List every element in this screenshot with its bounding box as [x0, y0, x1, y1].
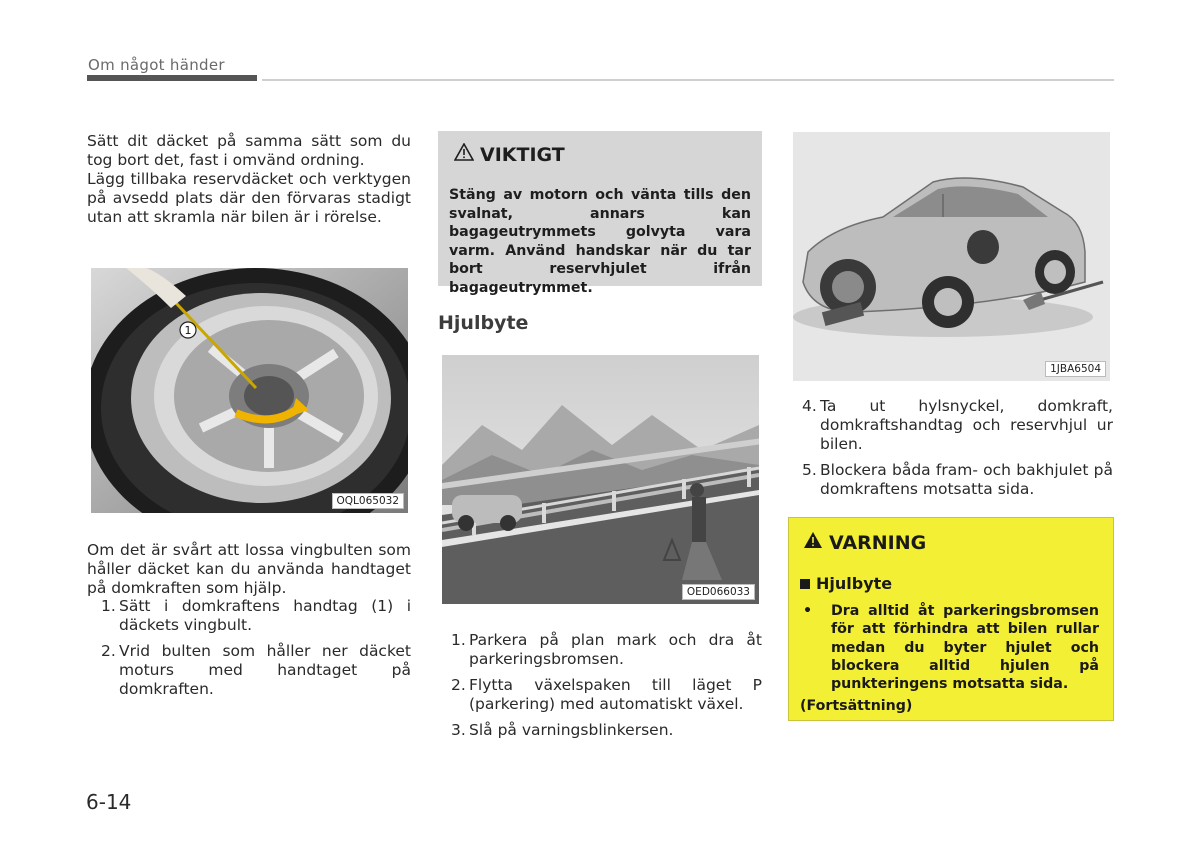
list-item	[451, 631, 762, 669]
middle-step-list	[451, 631, 762, 747]
step-text: Vrid bulten som håller ner däcket moturs med handtaget på domkraften.	[119, 642, 411, 698]
step-number: 5.	[802, 461, 817, 479]
spare-tire-figure	[91, 268, 408, 513]
intro-line-2: Lägg tillbaka reservdäcket och verktygen på avsedd plats där den förvaras stadigt utan att skramla när bilen är i rörelse.	[87, 170, 411, 226]
step-text: Flytta växelspaken till läget P (parkering) med automatiskt växel.	[469, 676, 762, 713]
step-text: Slå på varningsblinkersen.	[469, 721, 674, 739]
warning-box	[788, 517, 1114, 721]
right-step-list	[802, 397, 1113, 506]
header-rule	[262, 79, 1114, 81]
list-item	[802, 397, 1113, 454]
list-item	[101, 642, 411, 699]
list-item	[101, 597, 411, 635]
step-number: 2.	[101, 642, 116, 660]
warning-triangle-icon	[454, 143, 474, 166]
roadside-figure	[442, 355, 759, 604]
notice-title-text: VIKTIGT	[480, 143, 565, 166]
section-header: Om något händer	[88, 56, 225, 74]
warning-subheading	[800, 574, 892, 593]
car-figure	[793, 132, 1110, 381]
notice-body: Stäng av motorn och vänta tills den svalnat, annars kan bagageutrymmets golvyta vara varm. Använd handskar när du tar bort reservhjulet ifrån bagageutrymmet.	[449, 187, 751, 296]
step-text: Sätt i domkraftens handtag (1) i däckets vingbult.	[119, 597, 411, 634]
notice-title	[454, 143, 565, 166]
figure-code: OED066033	[682, 584, 755, 600]
step-number: 1.	[451, 631, 466, 649]
figure-callout-1: 1	[184, 324, 192, 337]
notice-box-important	[438, 131, 762, 296]
step-number: 2.	[451, 676, 466, 694]
bullet-dot-icon: •	[803, 603, 813, 619]
intro-line-1: Sätt dit däcket på samma sätt som du tog bort det, fast i omvänd ordning.	[87, 132, 411, 169]
page-number: 6-14	[86, 790, 132, 814]
loosen-bolt-paragraph: Om det är svårt att lossa vingbulten som håller däcket kan du använda handtaget på domkraften som hjälp.	[87, 541, 411, 597]
spare-tire-illustration	[91, 268, 408, 513]
square-bullet-icon	[800, 579, 810, 589]
warning-bullet-text: Dra alltid åt parkeringsbromsen för att förhindra att bilen rullar medan du byter hjulet och blockera alltid hjulen på punkteringens motsatta sida.	[831, 603, 1099, 693]
step-text: Ta ut hylsnyckel, domkraft, domkraftshandtag och reservhjul ur bilen.	[820, 397, 1113, 453]
figure-code: OQL065032	[332, 493, 404, 509]
header-bar	[87, 75, 257, 81]
warning-title-text: VARNING	[829, 531, 927, 554]
warning-title	[803, 531, 926, 554]
warning-continuation: (Fortsättning)	[800, 698, 913, 714]
step-number: 3.	[451, 721, 466, 739]
left-step-list	[101, 597, 411, 706]
section-heading: Hjulbyte	[438, 312, 529, 334]
step-number: 1.	[101, 597, 116, 615]
car-illustration	[793, 132, 1110, 381]
list-item	[802, 461, 1113, 499]
step-number: 4.	[802, 397, 817, 415]
warning-subheading-text: Hjulbyte	[816, 574, 893, 593]
roadside-illustration	[442, 355, 759, 604]
step-text: Parkera på plan mark och dra åt parkeringsbromsen.	[469, 631, 762, 668]
list-item	[451, 721, 762, 740]
warning-bullet	[803, 602, 1099, 693]
warning-triangle-icon	[803, 531, 823, 554]
intro-paragraph	[87, 132, 411, 227]
figure-code: 1JBA6504	[1045, 361, 1106, 377]
step-text: Blockera båda fram- och bakhjulet på domkraftens motsatta sida.	[820, 461, 1113, 498]
list-item	[451, 676, 762, 714]
